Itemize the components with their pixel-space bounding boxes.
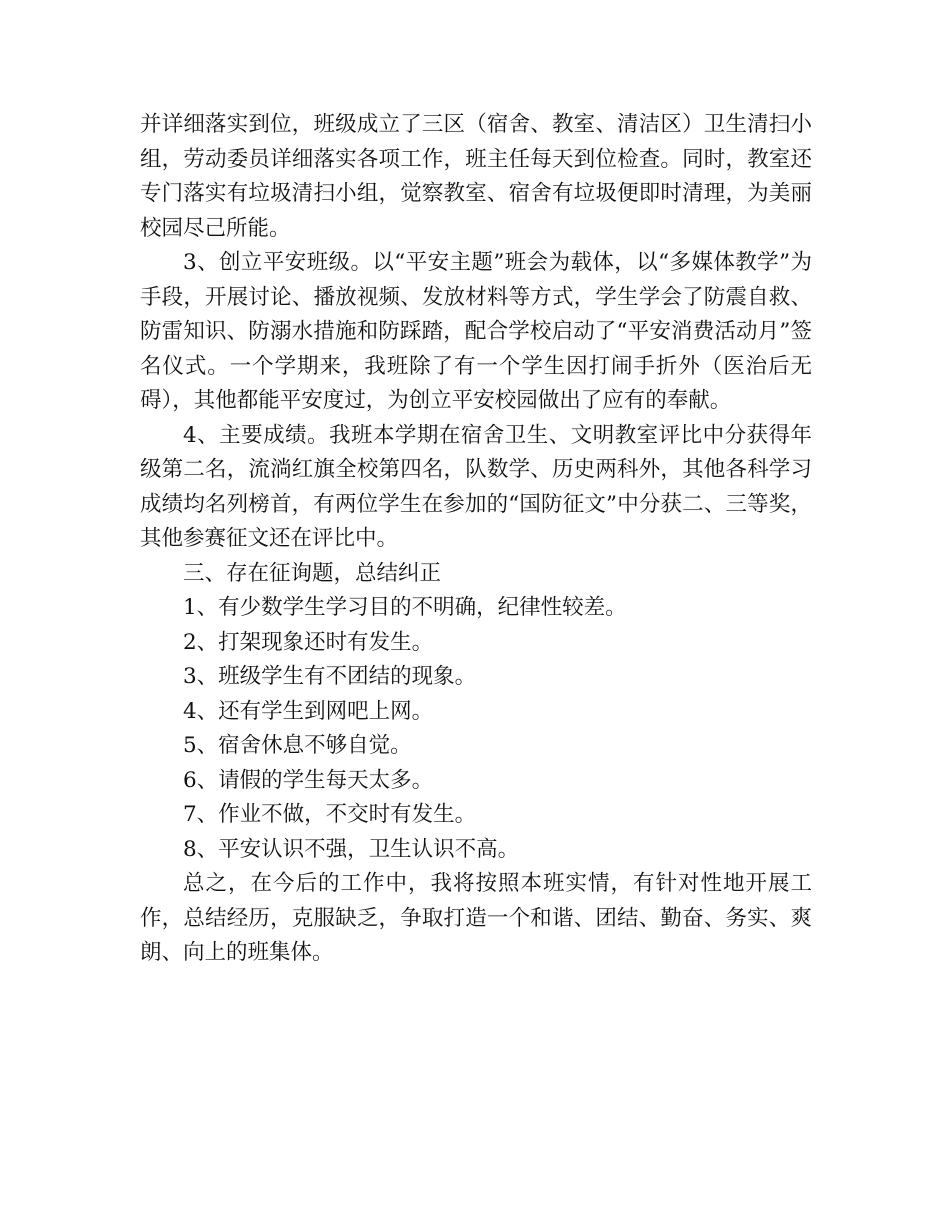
problem-item: 8、平安认识不强，卫生认识不高。 xyxy=(183,836,520,862)
paragraph-conclusion: 总之，在今后的工作中，我将按照本班实情，有针对性地开展工作，总结经历，克服缺乏，争取打造一个和谐、团结、勤奋、务实、爽朗、向上的班集体。 xyxy=(140,871,812,965)
section-heading-problems: 三、存在征询题，总结纠正 xyxy=(183,560,442,586)
problem-item: 4、还有学生到网吧上网。 xyxy=(183,698,434,724)
paragraph-main-achievements: 4、主要成绩。我班本学期在宿舍卫生、文明教室评比中分获得年级第二名，流淌红旗全校第四名，队数学、历史两科外，其他各科学习成绩均名列榜首，有两位学生在参加的“国防征文”中分获二、三等奖，其他参赛征文还在评比中。 xyxy=(140,422,812,551)
problem-item: 7、作业不做，不交时有发生。 xyxy=(183,802,477,827)
problem-item: 5、宿舍休息不够自觉。 xyxy=(183,733,412,758)
document-body xyxy=(140,108,812,971)
paragraph-intro-continuation: 并详细落实到位，班级成立了三区（宿舍、教室、清洁区）卫生清扫小组，劳动委员详细落实各项工作，班主任每天到位检查。同时，教室还专门落实有垃圾清扫小组，觉察教室、宿舍有垃圾便即时清理，为美丽校园尽己所能。 xyxy=(140,112,812,241)
problem-item: 3、班级学生有不团结的现象。 xyxy=(183,664,477,689)
problem-item: 1、有少数学生学习目的不明确，纪律性较差。 xyxy=(183,595,627,620)
problem-item: 6、请假的学生每天太多。 xyxy=(183,767,434,793)
problem-item: 2、打架现象还时有发生。 xyxy=(183,629,434,655)
paragraph-safe-class: 3、创立平安班级。以“平安主题”班会为载体，以“多媒体教学”为手段，开展讨论、播放视频、发放材料等方式，学生学会了防震自救、防雷知识、防溺水措施和防踩踏，配合学校启动了“平安消费活动月”签名仪式。一个学期来，我班除了有一个学生因打闹手折外（医治后无碍），其他都能平安度过，为创立平安校园做出了应有的奉献。 xyxy=(140,250,812,413)
